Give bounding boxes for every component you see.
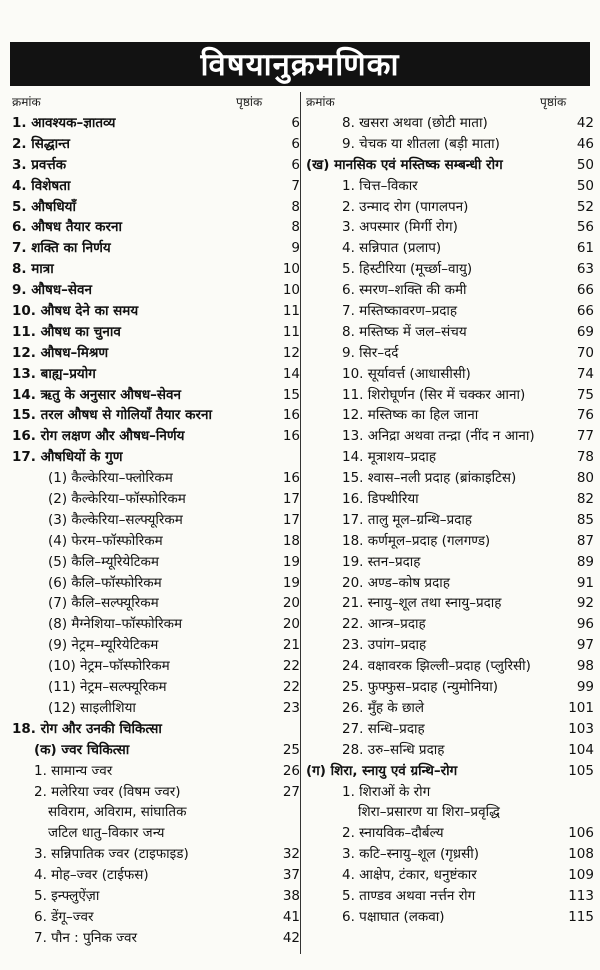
entry-page-number: 50: [576, 177, 594, 194]
toc-entry: [12, 343, 302, 364]
entry-title: 9. औषध–सेवन: [12, 282, 93, 299]
entry-title: (ग) शिरा, स्नायु एवं ग्रन्थि–रोग: [306, 762, 458, 779]
right-serial-header: क्रमांक: [306, 95, 335, 109]
entry-page-number: 10: [282, 261, 300, 278]
toc-entry: [306, 176, 596, 197]
entry-page-number: 19: [282, 553, 300, 570]
entry-page-number: 6: [291, 115, 300, 131]
entry-page-number: 11: [282, 323, 300, 340]
entry-title: 6. पक्षाघात (लकवा): [342, 908, 445, 925]
entry-title: 15. श्वास–नली प्रदाह (ब्रांकाइटिस): [342, 470, 517, 487]
entry-title: 8. खसरा अथवा (छोटी माता): [342, 115, 488, 131]
toc-entry: [306, 782, 596, 803]
entry-title: 5. ताण्डव अथवा नर्त्तन रोग: [342, 887, 476, 904]
entry-title: 6. स्मरण–शक्ति की कमी: [342, 282, 467, 299]
toc-entry: [306, 113, 596, 134]
entry-page-number: 52: [576, 198, 594, 215]
toc-entry: [12, 385, 302, 406]
entry-title: 15. तरल औषध से गोलियाँ तैयार करना: [12, 407, 213, 424]
entry-page-number: 14: [282, 365, 300, 382]
entry-page-number: 104: [568, 741, 594, 758]
entry-title: 21. स्नायु–शूल तथा स्नायु–प्रदाह: [342, 595, 502, 612]
entry-title: 10. औषध देने का समय: [12, 303, 139, 320]
toc-entry: [306, 301, 596, 322]
right-page-header: पृष्ठांक: [540, 95, 567, 109]
entry-title: (6) कैलि–फॉस्फोरिकम: [48, 574, 162, 591]
toc-entry: [12, 489, 302, 510]
entry-title: 4. मोह–ज्वर (टाईफस): [34, 867, 149, 884]
entry-title: (9) नेट्रम–म्यूरियेटिकम: [48, 637, 159, 654]
entry-page-number: 89: [576, 553, 594, 570]
entry-page-number: 80: [576, 470, 594, 487]
entry-title: 4. आक्षेप, टंकार, धनुष्टंकार: [342, 867, 477, 884]
entry-title: (2) कैल्केरिया–फॉस्फोरिकम: [48, 491, 186, 508]
entry-title: 13. अनिद्रा अथवा तन्द्रा (नींद न आना): [342, 428, 535, 445]
entry-page-number: 87: [576, 532, 594, 549]
toc-entry: [306, 886, 596, 907]
entry-title: (1) कैल्केरिया–फ्लोरिकम: [48, 470, 173, 487]
entry-title: 26. मुँह के छाले: [342, 699, 425, 716]
entry-page-number: 8: [291, 219, 300, 236]
entry-page-number: 97: [576, 637, 594, 654]
toc-entry: [306, 761, 596, 782]
entry-page-number: 7: [291, 177, 300, 194]
entry-title: 2. उन्माद रोग (पागलपन): [342, 198, 469, 215]
entry-page-number: 22: [282, 658, 300, 675]
toc-entry: [12, 865, 302, 886]
toc-entry: [306, 489, 596, 510]
toc-entry: [306, 907, 596, 928]
entry-page-number: 109: [568, 867, 594, 884]
toc-entry: [12, 134, 302, 155]
left-column: [12, 113, 302, 949]
entry-page-number: 70: [576, 344, 594, 361]
entry-page-number: 16: [282, 407, 300, 424]
toc-entry: [12, 740, 302, 761]
toc-entry: [306, 426, 596, 447]
entry-page-number: 69: [576, 323, 594, 340]
toc-entry: [306, 134, 596, 155]
entry-title: (क) ज्वर चिकित्सा: [34, 741, 130, 758]
toc-entry: [12, 322, 302, 343]
entry-page-number: 77: [576, 428, 594, 445]
toc-entry: [306, 259, 596, 280]
entry-page-number: 6: [291, 135, 300, 152]
entry-title: 5. इन्फ्लुऐंज़ा: [34, 887, 100, 904]
entry-page-number: 38: [282, 887, 300, 904]
toc-entry: [306, 844, 596, 865]
entry-page-number: 91: [576, 574, 594, 591]
entry-title: 2. स्नायविक–दौर्बल्य: [342, 825, 444, 842]
entry-title: (8) मैग्नेशिया–फॉस्फोरिकम: [48, 616, 183, 633]
entry-title: 16. डिफ्थीरिया: [342, 491, 419, 508]
entry-page-number: 22: [282, 679, 300, 696]
entry-title: 4. विशेषता: [12, 177, 71, 194]
entry-page-number: 17: [282, 491, 300, 508]
entry-title: 10. सूर्यावर्त्त (आधासीसी): [342, 365, 471, 382]
toc-entry: [12, 928, 302, 949]
entry-title: 20. अण्ड–कोष प्रदाह: [342, 574, 450, 591]
toc-entry: [306, 385, 596, 406]
right-column: [306, 113, 596, 928]
entry-page-number: 15: [282, 386, 300, 403]
entry-title: 5. औषधियाँ: [12, 198, 76, 215]
entry-title: 12. मस्तिष्क का हिल जाना: [342, 407, 479, 424]
entry-page-number: 63: [576, 261, 594, 278]
entry-page-number: 32: [282, 846, 300, 863]
entry-title: 8. मात्रा: [12, 261, 54, 278]
entry-page-number: 6: [291, 156, 300, 173]
entry-title: (ख) मानसिक एवं मस्तिष्क सम्बन्धी रोग: [306, 156, 503, 173]
toc-entry: [12, 802, 302, 823]
entry-page-number: 16: [282, 428, 300, 445]
toc-entry: [12, 447, 302, 468]
entry-title: 27. सन्धि–प्रदाह: [342, 720, 425, 737]
toc-entry: [306, 217, 596, 238]
entry-page-number: 25: [282, 741, 300, 758]
entry-page-number: 101: [568, 699, 594, 716]
entry-page-number: 66: [576, 282, 594, 299]
entry-title: 3. कटि–स्नायु–शूल (गृध्रसी): [342, 846, 479, 863]
entry-page-number: 115: [568, 908, 594, 925]
entry-title: 7. पौन : पुनिक ज्वर: [34, 929, 138, 946]
entry-title: जटिल धातु–विकार जन्य: [48, 825, 165, 842]
entry-title: 4. सन्निपात (प्रलाप): [342, 240, 442, 257]
toc-entry: [12, 844, 302, 865]
entry-title: 14. ऋतु के अनुसार औषध–सेवन: [12, 386, 182, 403]
entry-title: 1. सामान्य ज्वर: [34, 762, 113, 779]
entry-title: 1. आवश्यक–ज्ञातव्य: [12, 115, 116, 131]
entry-title: (11) नेट्रम–सल्फ्यूरिकम: [48, 679, 167, 696]
toc-entry: [12, 698, 302, 719]
entry-title: (7) कैलि–सल्फ्यूरिकम: [48, 595, 159, 612]
left-serial-header: क्रमांक: [12, 95, 41, 109]
toc-entry: [306, 677, 596, 698]
entry-title: 1. चित्त–विकार: [342, 177, 418, 194]
toc-entry: [306, 155, 596, 176]
entry-page-number: 9: [291, 240, 300, 257]
toc-entry: [12, 364, 302, 385]
toc-entry: [12, 614, 302, 635]
entry-page-number: 8: [291, 198, 300, 215]
toc-entry: [306, 656, 596, 677]
entry-page-number: 46: [576, 135, 594, 152]
toc-entry: [12, 782, 302, 803]
entry-page-number: 66: [576, 303, 594, 320]
entry-page-number: 50: [576, 156, 594, 173]
entry-page-number: 10: [282, 282, 300, 299]
entry-title: 13. बाह्य–प्रयोग: [12, 365, 96, 382]
toc-entry: [12, 531, 302, 552]
toc-entry: [306, 238, 596, 259]
toc-entry: [12, 197, 302, 218]
entry-title: शिरा–प्रसारण या शिरा–प्रवृद्धि: [358, 804, 500, 821]
entry-title: 18. कर्णमूल–प्रदाह (गलगण्ड): [342, 532, 491, 549]
entry-page-number: 98: [576, 658, 594, 675]
toc-entry: [306, 447, 596, 468]
entry-title: 24. वक्षावरक झिल्ली–प्रदाह (प्लुरिसी): [342, 658, 531, 675]
toc-entry: [306, 635, 596, 656]
entry-page-number: 99: [576, 679, 594, 696]
toc-entry: [12, 593, 302, 614]
toc-entry: [306, 573, 596, 594]
entry-title: 6. औषध तैयार करना: [12, 219, 122, 236]
entry-page-number: 106: [568, 825, 594, 842]
entry-title: 23. उपांग–प्रदाह: [342, 637, 427, 654]
entry-title: 17. तालु मूल–ग्रन्थि–प्रदाह: [342, 511, 472, 528]
entry-title: 18. रोग और उनकी चिकित्सा: [12, 720, 162, 737]
entry-page-number: 17: [282, 511, 300, 528]
entry-page-number: 12: [282, 344, 300, 361]
entry-title: 1. शिराओं के रोग: [342, 783, 431, 800]
entry-title: 19. स्तन–प्रदाह: [342, 553, 421, 570]
entry-page-number: 19: [282, 574, 300, 591]
toc-entry: [12, 113, 302, 134]
entry-title: 9. चेचक या शीतला (बड़ी माता): [342, 135, 500, 152]
entry-page-number: 42: [576, 115, 594, 131]
entry-title: 7. शक्ति का निर्णय: [12, 240, 111, 257]
entry-page-number: 113: [568, 887, 594, 904]
toc-entry: [12, 155, 302, 176]
entry-title: (3) कैल्केरिया–सल्फ्यूरिकम: [48, 511, 183, 528]
entry-page-number: 96: [576, 616, 594, 633]
entry-title: 3. अपस्मार (मिर्गी रोग): [342, 219, 458, 236]
toc-entry: [306, 197, 596, 218]
toc-entry: [306, 698, 596, 719]
toc-entry: [12, 573, 302, 594]
entry-page-number: 92: [576, 595, 594, 612]
entry-page-number: 23: [282, 699, 300, 716]
entry-page-number: 76: [576, 407, 594, 424]
toc-entry: [306, 510, 596, 531]
toc-entry: [12, 510, 302, 531]
entry-title: 17. औषधियों के गुण: [12, 449, 123, 466]
toc-entry: [12, 552, 302, 573]
entry-page-number: 56: [576, 219, 594, 236]
entry-page-number: 18: [282, 532, 300, 549]
toc-entry: [306, 552, 596, 573]
toc-entry: [306, 322, 596, 343]
entry-page-number: 27: [282, 783, 300, 800]
toc-entry: [306, 343, 596, 364]
toc-entry: [306, 280, 596, 301]
entry-title: 11. औषध का चुनाव: [12, 323, 121, 340]
entry-page-number: 26: [282, 762, 300, 779]
entry-page-number: 108: [568, 846, 594, 863]
entry-title: 6. डेंगू–ज्वर: [34, 908, 94, 925]
entry-title: (5) कैलि–म्यूरियेटिकम: [48, 553, 159, 570]
toc-entry: [12, 468, 302, 489]
entry-page-number: 105: [568, 762, 594, 779]
toc-entry: [12, 719, 302, 740]
toc-entry: [306, 468, 596, 489]
entry-title: 9. सिर–दर्द: [342, 344, 399, 361]
toc-entry: [12, 677, 302, 698]
entry-title: 2. सिद्धान्त: [12, 135, 70, 152]
toc-entry: [306, 531, 596, 552]
entry-title: (4) फेरम–फॉस्फोरिकम: [48, 532, 163, 549]
entry-page-number: 20: [282, 616, 300, 633]
toc-entry: [12, 280, 302, 301]
toc-entry: [12, 907, 302, 928]
entry-title: 25. फुफ्फुस–प्रदाह (न्युमोनिया): [342, 679, 498, 696]
entry-page-number: 82: [576, 491, 594, 508]
entry-page-number: 20: [282, 595, 300, 612]
entry-page-number: 74: [576, 365, 594, 382]
toc-entry: [306, 719, 596, 740]
entry-title: 8. मस्तिष्क में जल–संचय: [342, 323, 467, 340]
page-title: विषयानुक्रमणिका: [10, 42, 590, 86]
entry-page-number: 42: [282, 929, 300, 946]
entry-page-number: 75: [576, 386, 594, 403]
entry-title: (10) नेट्रम–फॉस्फोरिकम: [48, 658, 170, 675]
toc-entry: [12, 823, 302, 844]
entry-page-number: 103: [568, 720, 594, 737]
entry-page-number: 16: [282, 470, 300, 487]
entry-title: 3. सन्निपातिक ज्वर (टाइफाइड): [34, 846, 189, 863]
entry-title: 11. शिरोघूर्णन (सिर में चक्कर आना): [342, 386, 526, 403]
entry-title: 2. मलेरिया ज्वर (विषम ज्वर): [34, 783, 181, 800]
entry-page-number: 78: [576, 449, 594, 466]
toc-entry: [12, 238, 302, 259]
entry-page-number: 11: [282, 303, 300, 320]
toc-entry: [12, 176, 302, 197]
toc-entry: [306, 405, 596, 426]
toc-entry: [12, 635, 302, 656]
entry-title: 16. रोग लक्षण और औषध–निर्णय: [12, 428, 185, 445]
toc-entry: [12, 426, 302, 447]
entry-title: 12. औषध–मिश्रण: [12, 344, 109, 361]
toc-entry: [306, 802, 596, 823]
toc-entry: [12, 761, 302, 782]
toc-entry: [306, 593, 596, 614]
entry-page-number: 37: [282, 867, 300, 884]
entry-title: 22. आन्त्र–प्रदाह: [342, 616, 426, 633]
entry-page-number: 41: [282, 908, 300, 925]
entry-title: 5. हिस्टीरिया (मूर्च्छा–वायु): [342, 261, 473, 278]
entry-page-number: 85: [576, 511, 594, 528]
toc-entry: [306, 865, 596, 886]
entry-title: 14. मूत्राशय–प्रदाह: [342, 449, 437, 466]
left-page-header: पृष्ठांक: [236, 95, 263, 109]
toc-entry: [12, 405, 302, 426]
toc-entry: [306, 614, 596, 635]
toc-entry: [306, 740, 596, 761]
toc-entry: [12, 656, 302, 677]
entry-title: सविराम, अविराम, सांघातिक: [48, 804, 187, 821]
toc-entry: [12, 301, 302, 322]
entry-title: 28. उरु–सन्धि प्रदाह: [342, 741, 445, 758]
toc-entry: [12, 259, 302, 280]
toc-entry: [12, 886, 302, 907]
entry-title: 7. मस्तिष्कावरण–प्रदाह: [342, 303, 458, 320]
entry-page-number: 61: [576, 240, 594, 257]
entry-title: 3. प्रवर्त्तक: [12, 156, 67, 173]
toc-entry: [306, 823, 596, 844]
toc-entry: [12, 217, 302, 238]
toc-entry: [306, 364, 596, 385]
entry-page-number: 21: [282, 637, 300, 654]
entry-title: (12) साइलीशिया: [48, 699, 136, 716]
